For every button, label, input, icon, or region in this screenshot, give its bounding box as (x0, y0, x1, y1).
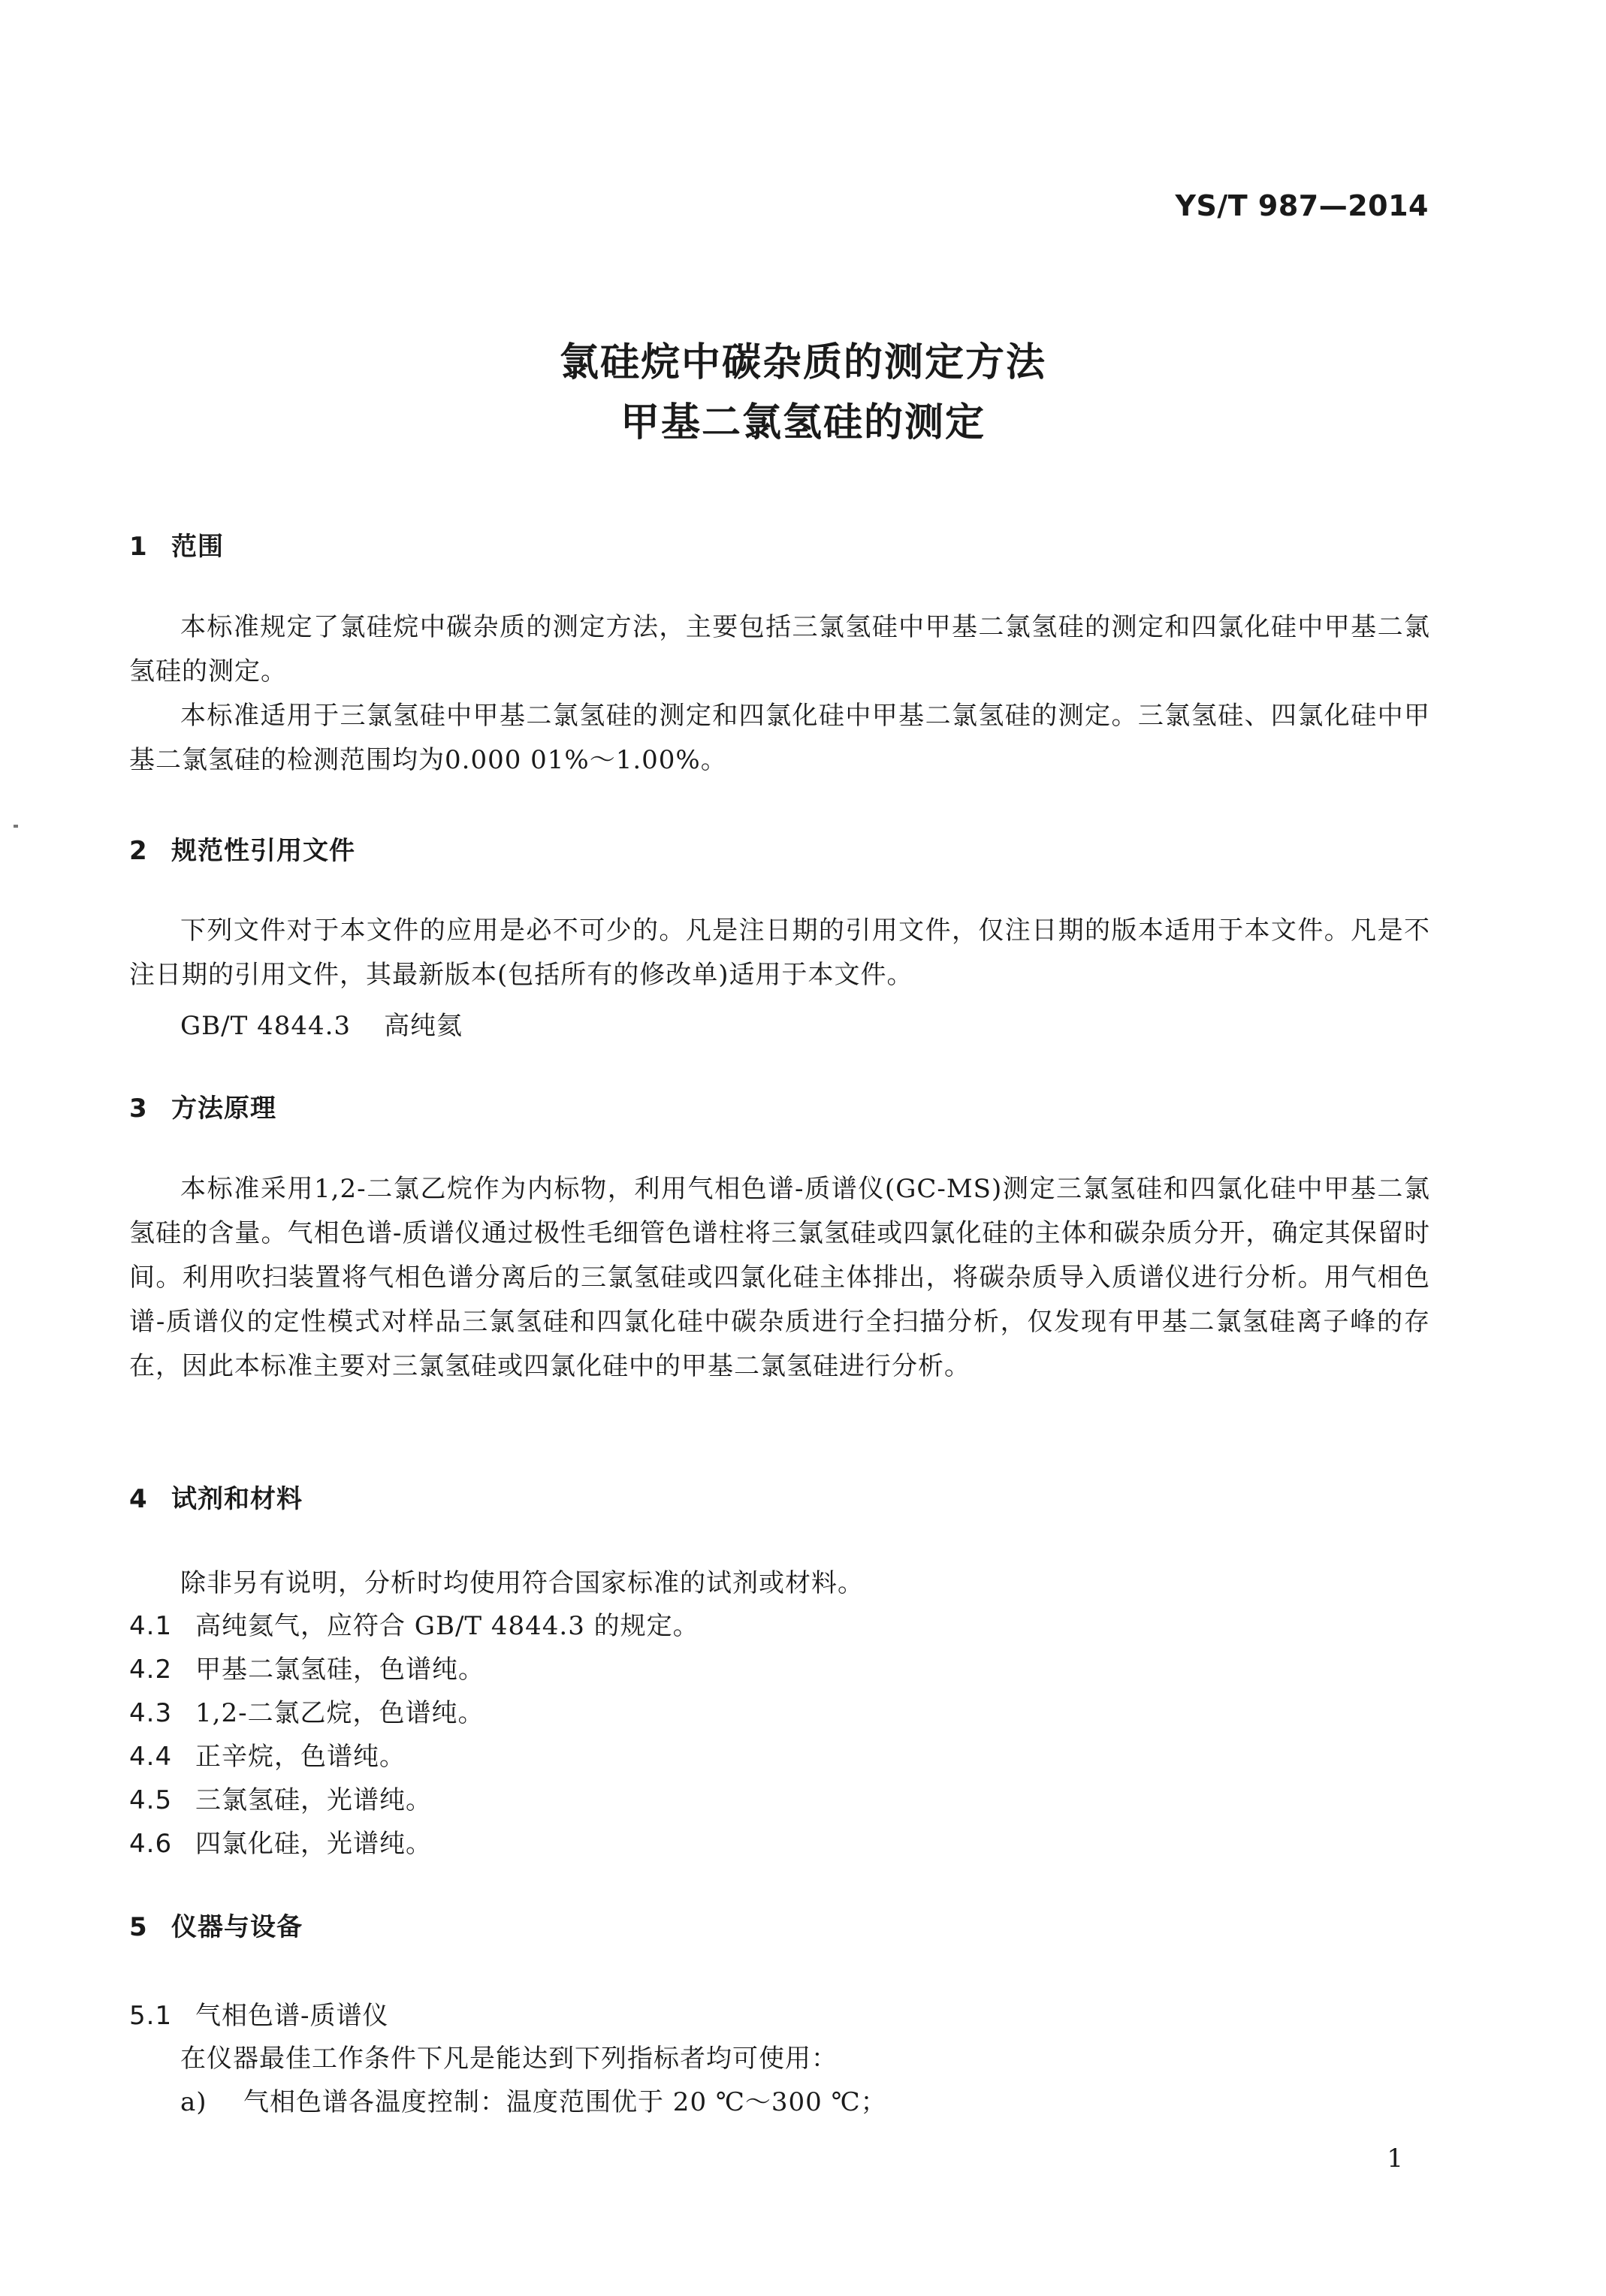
section-4-intro: 除非另有说明，分析时均使用符合国家标准的试剂或材料。 (180, 1568, 864, 1598)
list-item (129, 1736, 406, 1773)
item-label: a) (180, 2087, 207, 2117)
section-3-paragraph-1: 本标准采用1,2-二氯乙烷作为内标物，利用气相色谱-质谱仪(GC-MS)测定三氯氢硅和四氯化硅中甲基二氯氢硅的含量。气相色谱-质谱仪通过极性毛细管色谱柱将三氯氢硅或四氯化硅的主体和碳杂质分开，确定其保留时间。利用吹扫装置将气相色谱分离后的三氯氢硅或四氯化硅主体排出，将碳杂质导入质谱仪进行分析。用气相色谱-质谱仪的定性模式对样品三氯氢硅和四氯化硅中碳杂质进行全扫描分析，仅发现有甲基二氯氢硅离子峰的存在，因此本标准主要对三氯氢硅或四氯化硅中的甲基二氯氢硅进行分析。 (129, 1174, 1430, 1381)
section-number: 2 (129, 836, 148, 866)
item-number: 4.6 (129, 1829, 173, 1859)
item-number: 4.2 (129, 1655, 173, 1685)
item-text: 三氯氢硅，光谱纯。 (195, 1785, 432, 1815)
page-number: 1 (1387, 2144, 1403, 2174)
item-text: 甲基二氯氢硅，色谱纯。 (195, 1655, 485, 1685)
reference-entry (180, 1005, 463, 1042)
section-1-paragraph-1: 本标准规定了氯硅烷中碳杂质的测定方法，主要包括三氯氢硅中甲基二氯氢硅的测定和四氯化硅中甲基二氯氢硅的测定。 (129, 612, 1430, 686)
subsection-5-1-intro: 在仪器最佳工作条件下凡是能达到下列指标者均可使用： (180, 2044, 838, 2074)
section-1-paragraph-2: 本标准适用于三氯氢硅中甲基二氯氢硅的测定和四氯化硅中甲基二氯氢硅的测定。三氯氢硅、四氯化硅中甲基二氯氢硅的检测范围均为0.000 01%～1.00%。 (129, 701, 1430, 775)
list-item (129, 1779, 432, 1816)
section-title: 试剂和材料 (171, 1484, 303, 1514)
section-title: 范围 (171, 532, 224, 562)
subsection-number: 5.1 (129, 2001, 173, 2031)
item-number: 4.3 (129, 1698, 173, 1728)
section-title: 方法原理 (171, 1094, 276, 1124)
section-1-heading (129, 526, 224, 563)
section-title: 规范性引用文件 (171, 836, 355, 866)
section-number: 4 (129, 1484, 148, 1514)
subsection-title: 气相色谱-质谱仪 (195, 2001, 389, 2031)
subsection-5-1-heading (129, 1995, 389, 2032)
standard-code: YS/T 987—2014 (1175, 189, 1429, 222)
item-number: 4.4 (129, 1742, 173, 1772)
section-5-heading (129, 1906, 303, 1943)
list-item (129, 1649, 485, 1685)
item-text: 1,2-二氯乙烷，色谱纯。 (195, 1698, 485, 1728)
document-title-line1: 氯硅烷中碳杂质的测定方法 (559, 340, 1046, 385)
item-number: 4.1 (129, 1611, 173, 1641)
section-number: 1 (129, 532, 148, 562)
scan-edge-mark (14, 825, 18, 828)
item-text: 正辛烷，色谱纯。 (195, 1742, 406, 1772)
list-item (129, 1823, 432, 1860)
section-4-heading (129, 1478, 303, 1515)
section-number: 3 (129, 1094, 148, 1124)
item-text: 四氯化硅，光谱纯。 (195, 1829, 432, 1859)
subsection-5-1-item-a (180, 2081, 887, 2118)
list-item (129, 1692, 485, 1729)
item-number: 4.5 (129, 1785, 173, 1815)
section-2-heading (129, 830, 355, 867)
section-2-paragraph-1: 下列文件对于本文件的应用是必不可少的。凡是注日期的引用文件，仅注日期的版本适用于本文件。凡是不注日期的引用文件，其最新版本(包括所有的修改单)适用于本文件。 (129, 916, 1430, 990)
section-number: 5 (129, 1912, 148, 1942)
reference-title: 高纯氦 (384, 1011, 463, 1041)
document-title-line2: 甲基二氯氢硅的测定 (620, 400, 986, 445)
item-text: 气相色谱各温度控制：温度范围优于 20 ℃～300 ℃； (243, 2087, 887, 2117)
section-title: 仪器与设备 (171, 1912, 303, 1942)
list-item (129, 1605, 699, 1642)
item-text: 高纯氦气，应符合 GB/T 4844.3 的规定。 (195, 1611, 699, 1641)
section-3-heading (129, 1088, 276, 1124)
reference-code: GB/T 4844.3 (180, 1011, 352, 1041)
